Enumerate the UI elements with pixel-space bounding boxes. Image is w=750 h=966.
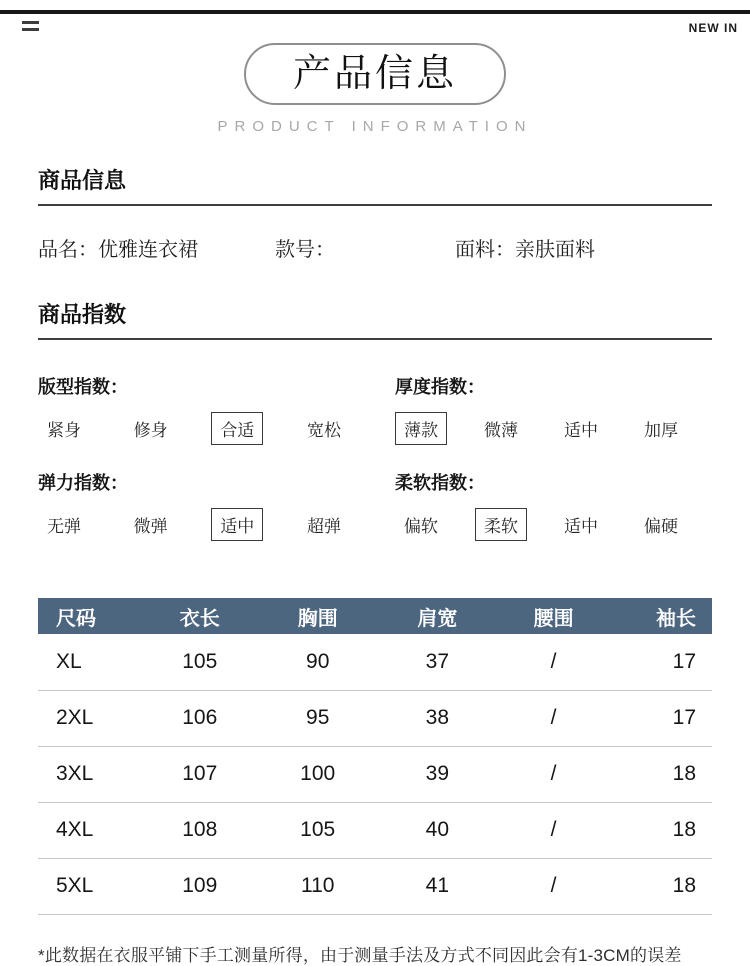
table-cell: 17 bbox=[611, 690, 712, 746]
table-cell: 4XL bbox=[38, 802, 142, 858]
field-model-number: 款号： bbox=[275, 239, 335, 261]
table-cell: / bbox=[496, 858, 611, 914]
size-table-header-cell: 腰围 bbox=[496, 598, 611, 634]
page-title: 产品信息 bbox=[244, 43, 506, 105]
table-cell: 40 bbox=[378, 802, 496, 858]
index-grid bbox=[38, 373, 712, 541]
index-label-elasticity: 弹力指数： bbox=[38, 473, 128, 493]
menu-icon[interactable] bbox=[22, 21, 39, 31]
table-cell: 106 bbox=[142, 690, 257, 746]
option-elasticity-3: 超弹 bbox=[306, 517, 341, 536]
size-table bbox=[38, 598, 712, 915]
index-options-thickness bbox=[395, 412, 687, 445]
table-cell: 95 bbox=[257, 690, 378, 746]
table-cell: 18 bbox=[611, 802, 712, 858]
index-group-thickness bbox=[395, 373, 712, 445]
size-table-header-cell: 衣长 bbox=[142, 598, 257, 634]
field-product-name: 品名：优雅连衣裙 bbox=[38, 239, 198, 261]
table-cell: 18 bbox=[611, 858, 712, 914]
index-label-thickness: 厚度指数： bbox=[395, 377, 485, 397]
table-cell: / bbox=[496, 634, 611, 690]
table-row bbox=[38, 858, 712, 914]
table-cell: 17 bbox=[611, 634, 712, 690]
table-cell: 110 bbox=[257, 858, 378, 914]
table-cell: / bbox=[496, 690, 611, 746]
index-group-fit bbox=[38, 373, 395, 445]
option-fit-1: 修身 bbox=[133, 421, 168, 440]
table-cell: 105 bbox=[257, 802, 378, 858]
table-row bbox=[38, 634, 712, 690]
table-cell: 18 bbox=[611, 746, 712, 802]
option-softness-1: 柔软 bbox=[475, 508, 527, 541]
table-cell: 108 bbox=[142, 802, 257, 858]
table-cell: / bbox=[496, 746, 611, 802]
option-thickness-3: 加厚 bbox=[644, 421, 678, 440]
table-cell: 107 bbox=[142, 746, 257, 802]
table-cell: 100 bbox=[257, 746, 378, 802]
table-cell: 105 bbox=[142, 634, 257, 690]
index-options-fit bbox=[38, 412, 350, 445]
option-thickness-1: 微薄 bbox=[484, 421, 518, 440]
top-divider bbox=[0, 10, 750, 14]
size-table-header-cell: 尺码 bbox=[38, 598, 142, 634]
new-in-link[interactable]: NEW IN bbox=[688, 21, 738, 35]
section-heading-product-index: 商品指数 bbox=[38, 298, 712, 340]
table-cell: 41 bbox=[378, 858, 496, 914]
page-subtitle: PRODUCT INFORMATION bbox=[217, 118, 533, 135]
size-table-header-cell: 胸围 bbox=[257, 598, 378, 634]
index-group-softness bbox=[395, 469, 712, 541]
option-elasticity-1: 微弹 bbox=[133, 517, 168, 536]
option-thickness-0: 薄款 bbox=[395, 412, 447, 445]
option-fit-3: 宽松 bbox=[306, 421, 341, 440]
option-softness-3: 偏硬 bbox=[644, 517, 678, 536]
index-label-softness: 柔软指数： bbox=[395, 473, 485, 493]
size-table-header-cell: 肩宽 bbox=[378, 598, 496, 634]
table-cell: 3XL bbox=[38, 746, 142, 802]
table-cell: / bbox=[496, 802, 611, 858]
table-row bbox=[38, 746, 712, 802]
table-cell: 38 bbox=[378, 690, 496, 746]
index-label-fit: 版型指数： bbox=[38, 377, 128, 397]
table-cell: 90 bbox=[257, 634, 378, 690]
table-cell: 5XL bbox=[38, 858, 142, 914]
table-cell: 37 bbox=[378, 634, 496, 690]
index-group-elasticity bbox=[38, 469, 395, 541]
option-softness-0: 偏软 bbox=[404, 517, 438, 536]
table-cell: 2XL bbox=[38, 690, 142, 746]
option-fit-2: 合适 bbox=[211, 412, 263, 445]
page-header bbox=[0, 43, 750, 135]
field-fabric: 面料：亲肤面料 bbox=[455, 239, 595, 261]
table-row bbox=[38, 690, 712, 746]
table-cell: 39 bbox=[378, 746, 496, 802]
content bbox=[38, 164, 712, 966]
option-thickness-2: 适中 bbox=[564, 421, 598, 440]
table-cell: XL bbox=[38, 634, 142, 690]
table-cell: 109 bbox=[142, 858, 257, 914]
option-softness-2: 适中 bbox=[564, 517, 598, 536]
size-table-header-cell: 袖长 bbox=[611, 598, 712, 634]
measurement-disclaimer: *此数据在衣服平铺下手工测量所得，由于测量手法及方式不同因此会有1-3CM的误差 bbox=[38, 945, 682, 965]
section-heading-product-info: 商品信息 bbox=[38, 164, 712, 206]
index-options-softness bbox=[395, 508, 687, 541]
table-row bbox=[38, 802, 712, 858]
option-elasticity-2: 适中 bbox=[211, 508, 263, 541]
option-elasticity-0: 无弹 bbox=[47, 517, 81, 536]
product-fields bbox=[38, 233, 712, 262]
index-options-elasticity bbox=[38, 508, 350, 541]
option-fit-0: 紧身 bbox=[47, 421, 81, 440]
size-table-header-row bbox=[38, 598, 712, 634]
top-nav bbox=[0, 0, 750, 36]
